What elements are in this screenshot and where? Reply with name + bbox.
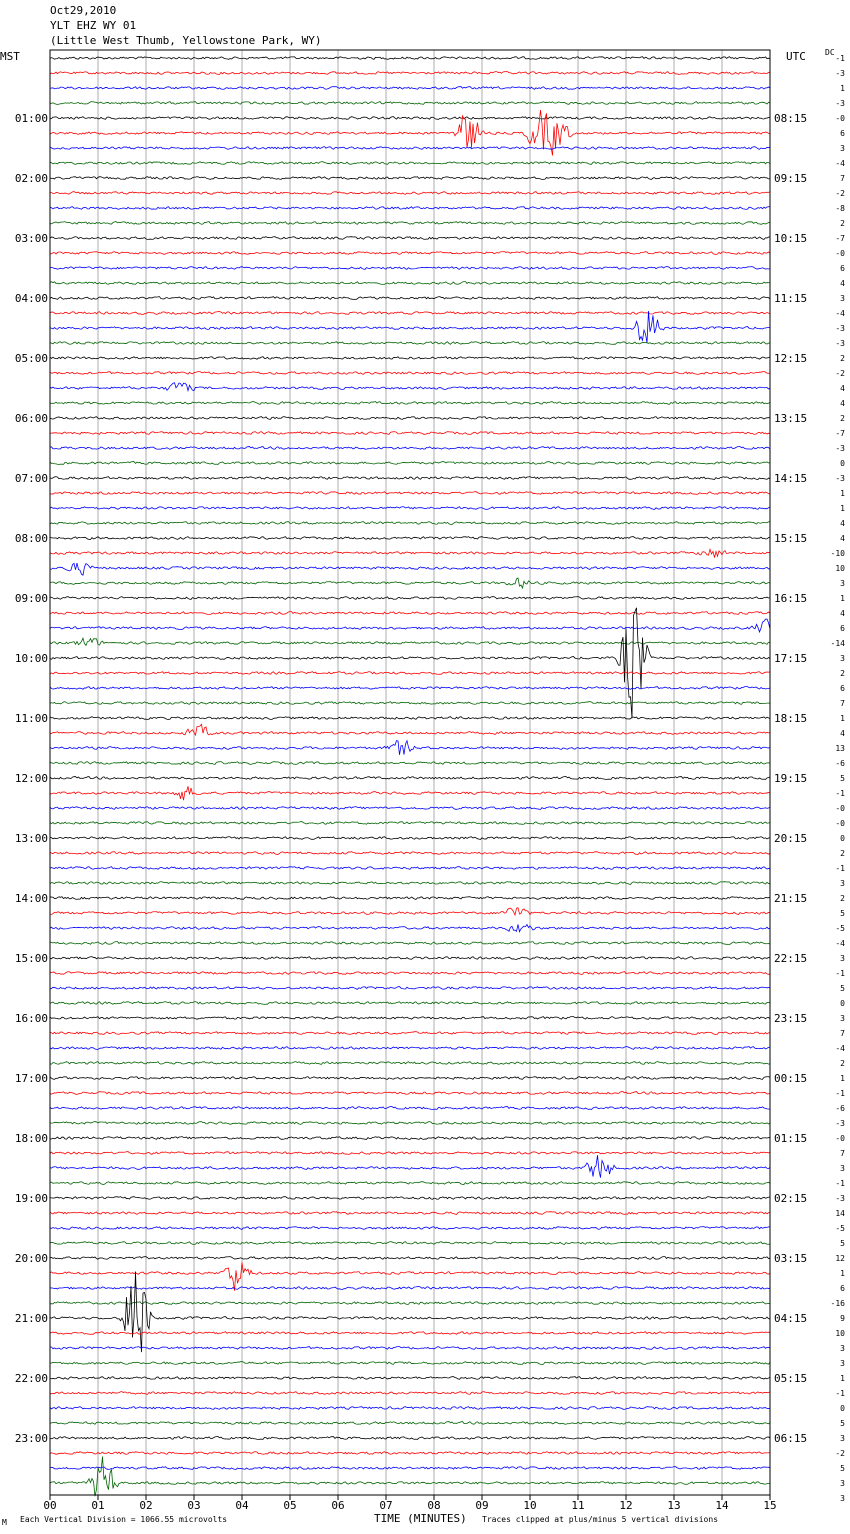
- scale-note: Each Vertical Division = 1066.55 microvolts: [20, 1515, 228, 1524]
- dc-offset-label: -1: [835, 864, 845, 873]
- trace-row: [50, 1047, 770, 1050]
- trace-row: [50, 702, 770, 705]
- dc-offset-label: 0: [840, 459, 845, 468]
- trace-row: [50, 312, 770, 315]
- dc-offset-label: 5: [840, 1419, 845, 1428]
- x-tick-label: 05: [283, 1499, 297, 1512]
- trace-row: [50, 222, 770, 225]
- trace-row: [50, 192, 770, 195]
- utc-hour-label: 22:15: [774, 952, 808, 965]
- dc-offset-label: -3: [835, 444, 845, 453]
- dc-offset-label: -1: [835, 1389, 845, 1398]
- trace-row: [50, 1197, 770, 1200]
- trace-row: [50, 87, 770, 90]
- trace-row: [50, 908, 770, 915]
- dc-offset-label: 1: [840, 504, 845, 513]
- trace-row: [50, 57, 770, 60]
- trace-row: [50, 987, 770, 990]
- utc-hour-label: 21:15: [774, 892, 808, 905]
- clip-note: Traces clipped at plus/minus 5 vertical divisions: [482, 1515, 719, 1524]
- dc-offset-label: -14: [830, 639, 845, 648]
- trace-row: [50, 1077, 770, 1080]
- station-code: YLT EHZ WY 01: [50, 19, 137, 32]
- trace-row: [50, 1155, 770, 1177]
- trace-row: [50, 638, 770, 645]
- mst-hour-label: 12:00: [14, 772, 48, 785]
- dc-offset-label: 9: [840, 1314, 845, 1323]
- trace-row: [50, 867, 770, 870]
- trace-row: [50, 462, 770, 465]
- dc-offset-label: 5: [840, 909, 845, 918]
- trace-row: [50, 1122, 770, 1125]
- trace-row: [50, 1272, 770, 1353]
- dc-offset-label: 7: [840, 1149, 845, 1158]
- dc-offset-label: 5: [840, 1464, 845, 1473]
- trace-row: [50, 762, 770, 765]
- trace-row: [50, 1017, 770, 1020]
- dc-offset-label: 6: [840, 624, 845, 633]
- dc-offset-label: 0: [840, 834, 845, 843]
- trace-row: [50, 777, 770, 780]
- x-tick-label: 14: [715, 1499, 729, 1512]
- dc-offset-label: -5: [835, 1224, 845, 1233]
- dc-offset-label: 6: [840, 1284, 845, 1293]
- dc-offset-label: -16: [830, 1299, 845, 1308]
- trace-row: [50, 1347, 770, 1350]
- dc-offset-label: 1: [840, 714, 845, 723]
- mst-hour-label: 16:00: [14, 1012, 48, 1025]
- trace-row: [50, 492, 770, 495]
- trace-row: [50, 432, 770, 435]
- utc-hour-label: 16:15: [774, 592, 808, 605]
- dc-offset-label: 3: [840, 1359, 845, 1368]
- trace-row: [50, 786, 770, 800]
- trace-row: [50, 972, 770, 975]
- trace-row: [50, 147, 770, 150]
- dc-offset-label: -2: [835, 369, 845, 378]
- trace-row: [50, 1302, 770, 1305]
- dc-offset-label: -0: [835, 114, 845, 123]
- x-tick-label: 02: [139, 1499, 153, 1512]
- dc-offset-label: -0: [835, 1134, 845, 1143]
- trace-row: [50, 882, 770, 885]
- trace-row: [50, 717, 770, 720]
- trace-row: [50, 1467, 770, 1470]
- utc-hour-label: 23:15: [774, 1012, 808, 1025]
- x-tick-label: 09: [475, 1499, 489, 1512]
- trace-row: [50, 1107, 770, 1110]
- trace-row: [50, 563, 770, 575]
- x-tick-label: 03: [187, 1499, 201, 1512]
- dc-offset-label: -3: [835, 474, 845, 483]
- dc-offset-label: 3: [840, 954, 845, 963]
- utc-hour-label: 00:15: [774, 1072, 808, 1085]
- dc-offset-label: 3: [840, 1434, 845, 1443]
- utc-hour-label: 10:15: [774, 232, 808, 245]
- trace-row: [50, 162, 770, 165]
- trace-row: [50, 447, 770, 450]
- trace-row: [50, 1227, 770, 1230]
- trace-row: [50, 507, 770, 510]
- trace-row: [50, 852, 770, 855]
- dc-offset-label: 2: [840, 414, 845, 423]
- trace-row: [50, 72, 770, 75]
- dc-offset-label: 2: [840, 894, 845, 903]
- utc-hour-label: 15:15: [774, 532, 808, 545]
- dc-offset-label: 3: [840, 579, 845, 588]
- dc-offset-label: -6: [835, 1104, 845, 1113]
- x-tick-label: 07: [379, 1499, 393, 1512]
- trace-row: [50, 1062, 770, 1065]
- dc-offset-label: 6: [840, 264, 845, 273]
- trace-row: [50, 741, 770, 755]
- trace-row: [50, 477, 770, 480]
- dc-offset-label: -0: [835, 804, 845, 813]
- utc-hour-label: 20:15: [774, 832, 808, 845]
- trace-row: [50, 311, 770, 343]
- corner-mark: M: [2, 1518, 7, 1527]
- utc-hour-label: 18:15: [774, 712, 808, 725]
- dc-offset-label: -3: [835, 99, 845, 108]
- dc-offset-label: -3: [835, 1194, 845, 1203]
- mst-hour-label: 13:00: [14, 832, 48, 845]
- trace-row: [50, 1287, 770, 1290]
- dc-offset-label: 2: [840, 1059, 845, 1068]
- trace-row: [50, 342, 770, 345]
- utc-hour-label: 08:15: [774, 112, 808, 125]
- trace-row: [50, 383, 770, 391]
- dc-offset-label: 1: [840, 489, 845, 498]
- dc-offset-label: -8: [835, 204, 845, 213]
- x-tick-label: 01: [91, 1499, 105, 1512]
- trace-row: [50, 1152, 770, 1155]
- plot-date: Oct29,2010: [50, 4, 117, 17]
- utc-hour-label: 13:15: [774, 412, 808, 425]
- dc-offset-label: 4: [840, 399, 845, 408]
- dc-offset-label: -1: [835, 1089, 845, 1098]
- dc-offset-label: 6: [840, 129, 845, 138]
- dc-offset-label: 4: [840, 384, 845, 393]
- x-axis-title: TIME (MINUTES): [374, 1512, 467, 1525]
- trace-row: [50, 1362, 770, 1365]
- trace-row: [50, 1392, 770, 1395]
- dc-offset-label: 5: [840, 984, 845, 993]
- dc-offset-label: -3: [835, 1119, 845, 1128]
- trace-row: [50, 837, 770, 840]
- trace-row: [50, 357, 770, 360]
- trace-row: [50, 522, 770, 525]
- dc-offset-label: 3: [840, 654, 845, 663]
- mst-hour-label: 09:00: [14, 592, 48, 605]
- trace-row: [50, 1457, 770, 1497]
- dc-offset-label: -4: [835, 309, 845, 318]
- trace-row: [50, 267, 770, 270]
- mst-hour-label: 06:00: [14, 412, 48, 425]
- mst-hour-label: 21:00: [14, 1312, 48, 1325]
- mst-hour-label: 23:00: [14, 1432, 48, 1445]
- trace-row: [50, 807, 770, 810]
- trace-row: [50, 1137, 770, 1140]
- dc-offset-label: -4: [835, 1044, 845, 1053]
- x-tick-label: 13: [667, 1499, 681, 1512]
- dc-offset-label: 1: [840, 594, 845, 603]
- trace-row: [50, 252, 770, 255]
- trace-row: [50, 1002, 770, 1005]
- x-tick-label: 10: [523, 1499, 537, 1512]
- utc-hour-label: 17:15: [774, 652, 808, 665]
- utc-hour-label: 01:15: [774, 1132, 808, 1145]
- trace-row: [50, 687, 770, 690]
- dc-offset-label: 1: [840, 1374, 845, 1383]
- dc-offset-label: 1: [840, 1269, 845, 1278]
- trace-row: [50, 1437, 770, 1440]
- trace-row: [50, 549, 770, 557]
- station-location: (Little West Thumb, Yellowstone Park, WY): [50, 34, 322, 47]
- utc-hour-label: 11:15: [774, 292, 808, 305]
- trace-row: [50, 417, 770, 420]
- mst-hour-label: 01:00: [14, 112, 48, 125]
- dc-offset-label: -7: [835, 429, 845, 438]
- dc-offset-label: -1: [835, 1179, 845, 1188]
- dc-offset-label: -1: [835, 789, 845, 798]
- utc-hour-label: 12:15: [774, 352, 808, 365]
- dc-offset-label: -1: [835, 54, 845, 63]
- dc-offset-label: 7: [840, 1029, 845, 1038]
- mst-hour-label: 05:00: [14, 352, 48, 365]
- dc-offset-label: 0: [840, 1404, 845, 1413]
- dc-offset-label: 2: [840, 669, 845, 678]
- dc-offset-label: 3: [840, 879, 845, 888]
- trace-row: [50, 537, 770, 540]
- utc-hour-label: 19:15: [774, 772, 808, 785]
- dc-offset-label: -2: [835, 1449, 845, 1458]
- mst-hour-label: 11:00: [14, 712, 48, 725]
- utc-hour-label: 09:15: [774, 172, 808, 185]
- trace-row: [50, 1422, 770, 1425]
- x-tick-label: 06: [331, 1499, 345, 1512]
- dc-offset-label: 5: [840, 1239, 845, 1248]
- trace-row: [50, 1262, 770, 1290]
- trace-row: [50, 942, 770, 945]
- mst-hour-label: 17:00: [14, 1072, 48, 1085]
- mst-hour-label: 19:00: [14, 1192, 48, 1205]
- dc-offset-label: -3: [835, 69, 845, 78]
- trace-row: [50, 1452, 770, 1455]
- mst-hour-label: 07:00: [14, 472, 48, 485]
- trace-row: [50, 612, 770, 615]
- dc-offset-label: 2: [840, 219, 845, 228]
- dc-offset-label: 4: [840, 279, 845, 288]
- trace-row: [50, 1242, 770, 1245]
- trace-row: [50, 1092, 770, 1095]
- dc-offset-label: 1: [840, 84, 845, 93]
- utc-axis-label: UTC: [786, 50, 806, 63]
- dc-offset-label: -4: [835, 159, 845, 168]
- utc-hour-label: 14:15: [774, 472, 808, 485]
- mst-hour-label: 04:00: [14, 292, 48, 305]
- dc-offset-label: 3: [840, 1014, 845, 1023]
- dc-offset-label: 3: [840, 1494, 845, 1503]
- trace-row: [50, 207, 770, 210]
- trace-row: [50, 102, 770, 105]
- x-tick-label: 08: [427, 1499, 441, 1512]
- mst-hour-label: 10:00: [14, 652, 48, 665]
- dc-offset-label: 2: [840, 354, 845, 363]
- mst-hour-label: 14:00: [14, 892, 48, 905]
- dc-offset-label: -2: [835, 189, 845, 198]
- dc-offset-label: 0: [840, 999, 845, 1008]
- trace-row: [50, 1212, 770, 1215]
- dc-offset-label: 3: [840, 1344, 845, 1353]
- dc-offset-label: 4: [840, 729, 845, 738]
- dc-offset-label: 14: [835, 1209, 845, 1218]
- dc-offset-label: 13: [835, 744, 845, 753]
- trace-row: [50, 724, 770, 735]
- trace-row: [50, 897, 770, 900]
- utc-hour-label: 04:15: [774, 1312, 808, 1325]
- mst-hour-label: 08:00: [14, 532, 48, 545]
- trace-row: [50, 822, 770, 825]
- trace-row: [50, 282, 770, 285]
- dc-offset-label: 4: [840, 519, 845, 528]
- trace-row: [50, 237, 770, 240]
- mst-hour-label: 15:00: [14, 952, 48, 965]
- trace-row: [50, 372, 770, 375]
- trace-row: [50, 1182, 770, 1185]
- dc-offset-label: 12: [835, 1254, 845, 1263]
- dc-offset-label: 7: [840, 174, 845, 183]
- dc-label: DC: [825, 48, 835, 57]
- trace-row: [50, 1332, 770, 1335]
- trace-row: [50, 924, 770, 931]
- dc-offset-label: -0: [835, 249, 845, 258]
- x-tick-label: 04: [235, 1499, 249, 1512]
- dc-offset-label: 4: [840, 609, 845, 618]
- trace-row: [50, 1257, 770, 1260]
- trace-row: [50, 957, 770, 960]
- dc-offset-label: 5: [840, 774, 845, 783]
- dc-offset-label: 10: [835, 1329, 845, 1338]
- mst-hour-label: 20:00: [14, 1252, 48, 1265]
- trace-row: [50, 117, 770, 120]
- dc-offset-label: 3: [840, 294, 845, 303]
- dc-offset-label: -6: [835, 759, 845, 768]
- trace-row: [50, 597, 770, 600]
- x-tick-label: 12: [619, 1499, 633, 1512]
- dc-offset-label: -10: [830, 549, 845, 558]
- dc-offset-label: 2: [840, 849, 845, 858]
- mst-hour-label: 02:00: [14, 172, 48, 185]
- dc-offset-label: -3: [835, 324, 845, 333]
- dc-offset-label: -4: [835, 939, 845, 948]
- dc-offset-label: 3: [840, 144, 845, 153]
- dc-offset-label: 10: [835, 564, 845, 573]
- dc-offset-label: -1: [835, 969, 845, 978]
- utc-hour-label: 05:15: [774, 1372, 808, 1385]
- dc-offset-label: 3: [840, 1164, 845, 1173]
- dc-offset-label: 4: [840, 534, 845, 543]
- dc-offset-label: -0: [835, 819, 845, 828]
- dc-offset-label: -3: [835, 339, 845, 348]
- trace-row: [50, 619, 770, 632]
- dc-offset-label: 3: [840, 1479, 845, 1488]
- mst-axis-label: MST: [0, 50, 20, 63]
- utc-hour-label: 03:15: [774, 1252, 808, 1265]
- dc-offset-label: -5: [835, 924, 845, 933]
- trace-row: [50, 297, 770, 300]
- dc-offset-label: -7: [835, 234, 845, 243]
- dc-offset-label: 1: [840, 1074, 845, 1083]
- dc-offset-label: 7: [840, 699, 845, 708]
- x-tick-label: 11: [571, 1499, 585, 1512]
- dc-offset-label: 6: [840, 684, 845, 693]
- utc-hour-label: 06:15: [774, 1432, 808, 1445]
- trace-row: [50, 1032, 770, 1035]
- mst-hour-label: 22:00: [14, 1372, 48, 1385]
- trace-row: [50, 1407, 770, 1410]
- trace-row: [50, 402, 770, 405]
- trace-row: [50, 578, 770, 588]
- x-tick-label: 15: [763, 1499, 777, 1512]
- mst-hour-label: 03:00: [14, 232, 48, 245]
- trace-row: [50, 1377, 770, 1380]
- trace-row: [50, 177, 770, 180]
- trace-row: [50, 672, 770, 675]
- utc-hour-label: 02:15: [774, 1192, 808, 1205]
- x-tick-label: 00: [43, 1499, 57, 1512]
- mst-hour-label: 18:00: [14, 1132, 48, 1145]
